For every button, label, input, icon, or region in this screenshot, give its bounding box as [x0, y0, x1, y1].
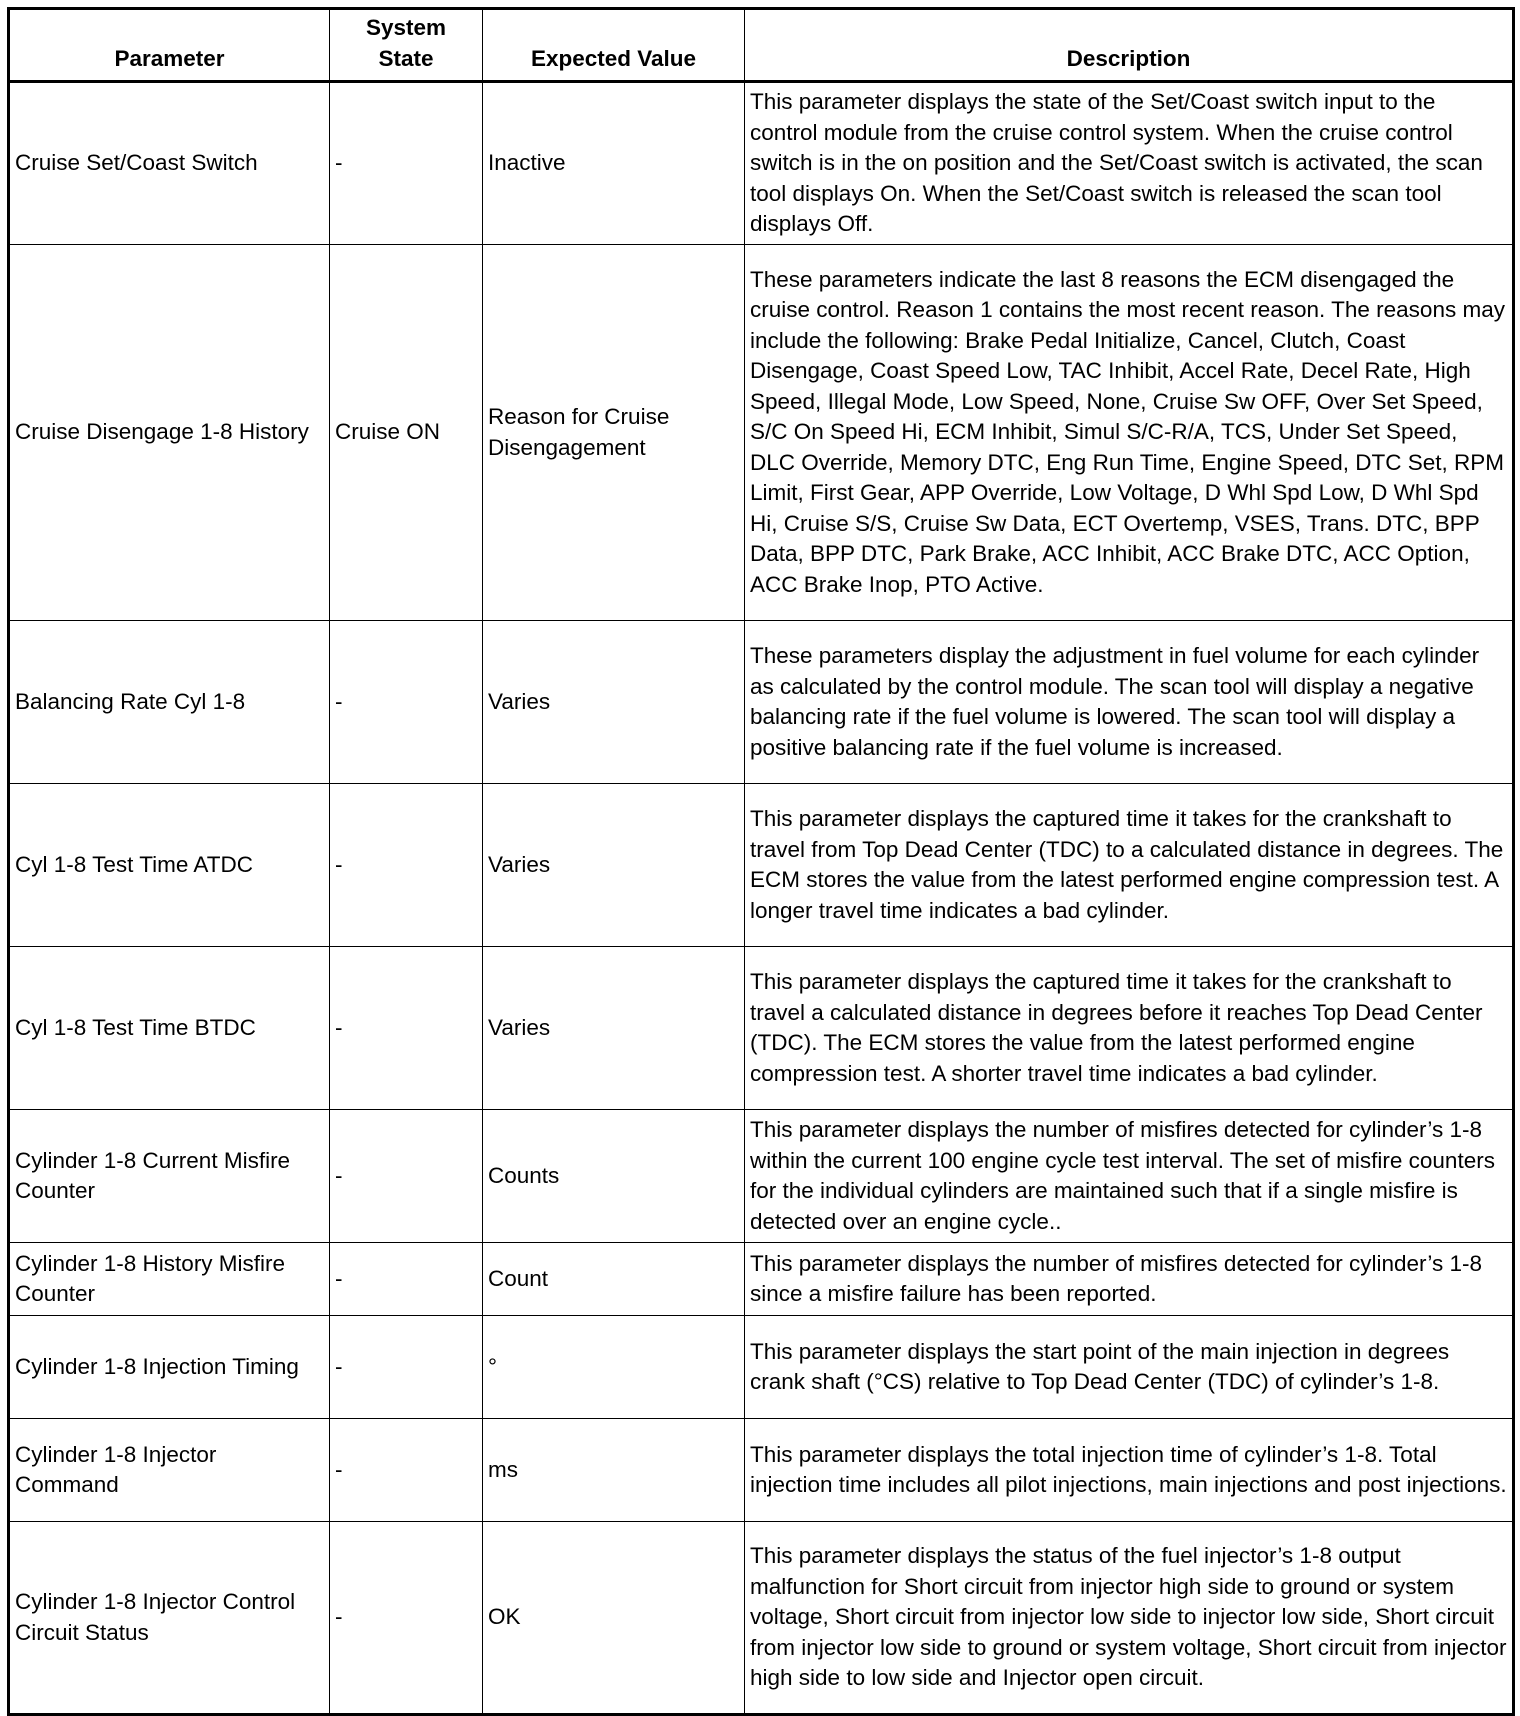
description-cell: This parameter displays the state of the Set/Coast switch input to the control module from the cruise control system. When the cruise control switch is in the on position and the Set/Coast switch is activated, the scan tool displays On. When the Set/Coast switch is released the scan tool displays Off.	[745, 82, 1514, 245]
description-cell: This parameter displays the number of misfires detected for cylinder’s 1-8 since a misfire failure has been reported.	[745, 1243, 1514, 1316]
table-header	[9, 9, 1514, 82]
expected-value-cell: ms	[483, 1419, 745, 1522]
parameter-cell: Cylinder 1-8 Current Misfire Counter	[9, 1110, 330, 1243]
expected-value-cell: Reason for Cruise Disengagement	[483, 245, 745, 621]
description-cell: This parameter displays the total injection time of cylinder’s 1-8. Total injection time includes all pilot injections, main injections and post injections.	[745, 1419, 1514, 1522]
table-row	[9, 784, 1514, 947]
parameter-cell: Cylinder 1-8 Injector Command	[9, 1419, 330, 1522]
expected-value-cell: Varies	[483, 784, 745, 947]
system-state-cell: -	[330, 1316, 483, 1419]
expected-value-cell: Count	[483, 1243, 745, 1316]
system-state-cell: -	[330, 1419, 483, 1522]
system-state-cell: -	[330, 82, 483, 245]
table-row	[9, 1419, 1514, 1522]
table-row	[9, 621, 1514, 784]
table-row	[9, 245, 1514, 621]
header-expected-value: Expected Value	[483, 9, 745, 82]
parameter-table	[7, 7, 1515, 1716]
header-system-state: System State	[330, 9, 483, 82]
system-state-cell: -	[330, 784, 483, 947]
table-row	[9, 1522, 1514, 1715]
parameter-cell: Cruise Disengage 1-8 History	[9, 245, 330, 621]
expected-value-cell: Counts	[483, 1110, 745, 1243]
parameter-cell: Cylinder 1-8 History Misfire Counter	[9, 1243, 330, 1316]
parameter-cell: Cyl 1-8 Test Time ATDC	[9, 784, 330, 947]
table-row	[9, 82, 1514, 245]
parameter-cell: Balancing Rate Cyl 1-8	[9, 621, 330, 784]
table-row	[9, 1110, 1514, 1243]
parameter-cell: Cylinder 1-8 Injector Control Circuit Status	[9, 1522, 330, 1715]
system-state-cell: -	[330, 947, 483, 1110]
description-cell: This parameter displays the number of misfires detected for cylinder’s 1-8 within the current 100 engine cycle test interval. The set of misfire counters for the individual cylinders are maintained such that if a single misfire is detected over an engine cycle..	[745, 1110, 1514, 1243]
header-parameter: Parameter	[9, 9, 330, 82]
description-cell: These parameters indicate the last 8 reasons the ECM disengaged the cruise control. Reason 1 contains the most recent reason. The reasons may include the following: Brake Pedal Initialize, Cancel, Clutch, Coast Disengage, Coast Speed Low, TAC Inhibit, Accel Rate, Decel Rate, High Speed, Illegal Mode, Low Speed, None, Cruise Sw OFF, Over Set Speed, S/C On Speed Hi, ECM Inhibit, Simul S/C-R/A, TCS, Under Set Speed, DLC Override, Memory DTC, Eng Run Time, Engine Speed, DTC Set, RPM Limit, First Gear, APP Override, Low Voltage, D Whl Spd Low, D Whl Spd Hi, Cruise S/S, Cruise Sw Data, ECT Overtemp, VSES, Trans. DTC, BPP Data, BPP DTC, Park Brake, ACC Inhibit, ACC Brake DTC, ACC Option, ACC Brake Inop, PTO Active.	[745, 245, 1514, 621]
expected-value-cell: Varies	[483, 947, 745, 1110]
header-description: Description	[745, 9, 1514, 82]
expected-value-cell: Inactive	[483, 82, 745, 245]
description-cell: This parameter displays the start point of the main injection in degrees crank shaft (°CS) relative to Top Dead Center (TDC) of cylinder’s 1-8.	[745, 1316, 1514, 1419]
description-cell: This parameter displays the captured time it takes for the crankshaft to travel from Top Dead Center (TDC) to a calculated distance in degrees. The ECM stores the value from the latest performed engine compression test. A longer travel time indicates a bad cylinder.	[745, 784, 1514, 947]
expected-value-cell: Varies	[483, 621, 745, 784]
header-row	[9, 9, 1514, 82]
table-row	[9, 1243, 1514, 1316]
system-state-cell: -	[330, 1243, 483, 1316]
system-state-cell: -	[330, 621, 483, 784]
table-row	[9, 1316, 1514, 1419]
parameter-cell: Cyl 1-8 Test Time BTDC	[9, 947, 330, 1110]
system-state-cell: Cruise ON	[330, 245, 483, 621]
description-cell: These parameters display the adjustment in fuel volume for each cylinder as calculated by the control module. The scan tool will display a negative balancing rate if the fuel volume is lowered. The scan tool will display a positive balancing rate if the fuel volume is increased.	[745, 621, 1514, 784]
system-state-cell: -	[330, 1110, 483, 1243]
table-body	[9, 82, 1514, 1715]
description-cell: This parameter displays the captured time it takes for the crankshaft to travel a calculated distance in degrees before it reaches Top Dead Center (TDC). The ECM stores the value from the latest performed engine compression test. A shorter travel time indicates a bad cylinder.	[745, 947, 1514, 1110]
table-row	[9, 947, 1514, 1110]
parameter-cell: Cylinder 1-8 Injection Timing	[9, 1316, 330, 1419]
expected-value-cell: OK	[483, 1522, 745, 1715]
expected-value-cell: °	[483, 1316, 745, 1419]
parameter-cell: Cruise Set/Coast Switch	[9, 82, 330, 245]
description-cell: This parameter displays the status of the fuel injector’s 1-8 output malfunction for Short circuit from injector high side to ground or system voltage, Short circuit from injector low side to injector low side, Short circuit from injector low side to ground or system voltage, Short circuit from injector high side to low side and Injector open circuit.	[745, 1522, 1514, 1715]
system-state-cell: -	[330, 1522, 483, 1715]
